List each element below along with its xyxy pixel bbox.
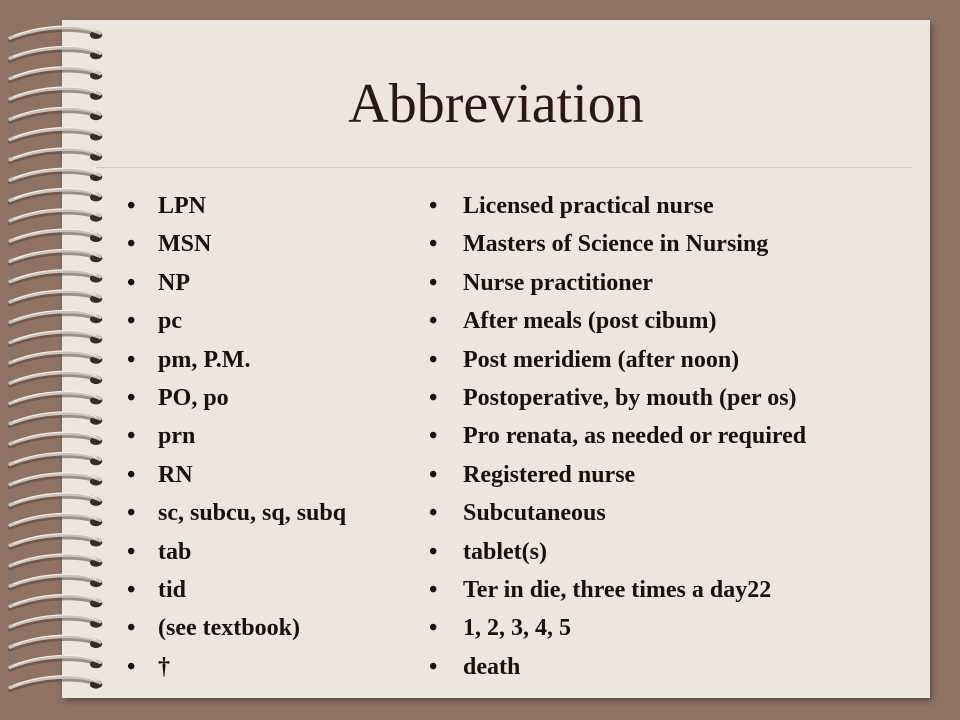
meaning-text: death bbox=[463, 653, 521, 680]
abbreviation-item bbox=[127, 535, 417, 573]
bullet: • bbox=[127, 231, 136, 258]
meaning-item bbox=[429, 535, 909, 573]
bullet: • bbox=[127, 193, 136, 219]
bullet: • bbox=[429, 576, 438, 603]
abbreviation-item bbox=[127, 304, 417, 342]
bullet: • bbox=[429, 538, 438, 565]
abbreviation-text: † bbox=[158, 653, 170, 680]
spiral-coil bbox=[10, 351, 102, 365]
meaning-text: Licensed practical nurse bbox=[463, 193, 714, 219]
abbreviation-item bbox=[127, 343, 417, 381]
meaning-item bbox=[429, 496, 909, 534]
abbreviation-text: tab bbox=[158, 538, 192, 565]
bullet: • bbox=[429, 384, 438, 411]
bullet: • bbox=[127, 308, 136, 335]
bullet: • bbox=[127, 653, 136, 680]
spiral-coil bbox=[10, 270, 102, 284]
meaning-item bbox=[429, 381, 909, 419]
bullet: • bbox=[127, 269, 136, 296]
bullet: • bbox=[429, 346, 438, 373]
bullet: • bbox=[429, 269, 438, 296]
meaning-text: Registered nurse bbox=[463, 461, 636, 488]
spiral-coil bbox=[10, 249, 102, 263]
abbreviation-item bbox=[127, 650, 417, 688]
bullet: • bbox=[429, 500, 438, 527]
bullet: • bbox=[429, 231, 438, 258]
spiral-coil bbox=[10, 534, 102, 548]
spiral-coil bbox=[10, 148, 102, 162]
spiral-coil bbox=[10, 310, 102, 324]
bullet: • bbox=[429, 193, 438, 219]
meaning-item bbox=[429, 266, 909, 304]
spiral-coil bbox=[10, 229, 102, 243]
meaning-item bbox=[429, 419, 909, 457]
spiral-coil bbox=[10, 615, 102, 629]
spiral-coil bbox=[10, 290, 102, 304]
bullet: • bbox=[127, 461, 136, 488]
meaning-list bbox=[429, 189, 909, 688]
abbreviation-text: pc bbox=[158, 308, 182, 335]
spiral-coil bbox=[10, 493, 102, 507]
abbreviation-text: tid bbox=[158, 576, 187, 603]
spiral-coil bbox=[10, 331, 102, 345]
spiral-coil bbox=[10, 635, 102, 649]
spiral-coil bbox=[10, 432, 102, 446]
meaning-text: Post meridiem (after noon) bbox=[463, 346, 740, 373]
meaning-item bbox=[429, 458, 909, 496]
bullet: • bbox=[429, 461, 438, 488]
abbreviation-list bbox=[127, 189, 417, 688]
bullet: • bbox=[127, 615, 136, 642]
spiral-coil bbox=[10, 371, 102, 385]
abbreviation-text: PO, po bbox=[158, 384, 229, 411]
meaning-item bbox=[429, 189, 909, 227]
abbreviation-item bbox=[127, 419, 417, 457]
meaning-text: Masters of Science in Nursing bbox=[463, 231, 769, 258]
spiral-coil bbox=[10, 452, 102, 466]
meaning-item bbox=[429, 304, 909, 342]
spiral-coil bbox=[10, 595, 102, 609]
abbreviation-item bbox=[127, 573, 417, 611]
abbreviation-item bbox=[127, 458, 417, 496]
spiral-coil bbox=[10, 168, 102, 182]
bullet: • bbox=[127, 346, 136, 373]
spiral-coil bbox=[10, 26, 102, 40]
abbreviation-item bbox=[127, 227, 417, 265]
bullet: • bbox=[429, 308, 438, 335]
bullet: • bbox=[127, 423, 136, 450]
meaning-text: Postoperative, by mouth (per os) bbox=[463, 384, 797, 411]
bullet: • bbox=[127, 500, 136, 527]
abbreviation-item bbox=[127, 189, 417, 227]
meaning-text: Pro renata, as needed or required bbox=[463, 423, 807, 450]
abbreviation-item bbox=[127, 496, 417, 534]
abbreviation-text: prn bbox=[158, 423, 196, 450]
abbreviation-text: sc, subcu, sq, subq bbox=[158, 500, 347, 527]
spiral-coil bbox=[10, 412, 102, 426]
spiral-coil bbox=[10, 46, 102, 60]
spiral-coil bbox=[10, 189, 102, 203]
spiral-coil bbox=[10, 209, 102, 223]
bullet: • bbox=[429, 423, 438, 450]
bullet: • bbox=[127, 384, 136, 411]
meaning-text: Nurse practitioner bbox=[463, 269, 653, 296]
meaning-text: After meals (post cibum) bbox=[463, 308, 717, 335]
meaning-item bbox=[429, 573, 909, 611]
title-divider bbox=[96, 167, 912, 168]
abbreviation-item bbox=[127, 266, 417, 304]
spiral-coil bbox=[10, 392, 102, 406]
abbreviation-text: LPN bbox=[158, 193, 206, 219]
meaning-item bbox=[429, 343, 909, 381]
bullet: • bbox=[429, 615, 438, 642]
spiral-coil bbox=[10, 554, 102, 568]
spiral-coil bbox=[10, 513, 102, 527]
meaning-text: tablet(s) bbox=[463, 538, 547, 565]
spiral-coil bbox=[10, 655, 102, 669]
meaning-text: 1, 2, 3, 4, 5 bbox=[463, 615, 571, 642]
meaning-item bbox=[429, 227, 909, 265]
meaning-text: Ter in die, three times a day22 bbox=[463, 576, 772, 603]
abbreviation-text: MSN bbox=[158, 231, 212, 258]
bullet: • bbox=[127, 538, 136, 565]
abbreviation-text: RN bbox=[158, 461, 193, 488]
slide-title: Abbreviation bbox=[348, 73, 644, 135]
meaning-item bbox=[429, 650, 909, 688]
meaning-text: Subcutaneous bbox=[463, 500, 606, 527]
meaning-item bbox=[429, 611, 909, 649]
spiral-coil bbox=[10, 676, 102, 690]
bullet: • bbox=[429, 653, 438, 680]
abbreviation-text: (see textbook) bbox=[158, 615, 300, 642]
bullet: • bbox=[127, 576, 136, 603]
spiral-coil bbox=[10, 574, 102, 588]
abbreviation-item bbox=[127, 611, 417, 649]
spiral-coil bbox=[10, 473, 102, 487]
abbreviation-item bbox=[127, 381, 417, 419]
abbreviation-text: NP bbox=[158, 269, 190, 296]
abbreviation-text: pm, P.M. bbox=[158, 346, 251, 373]
